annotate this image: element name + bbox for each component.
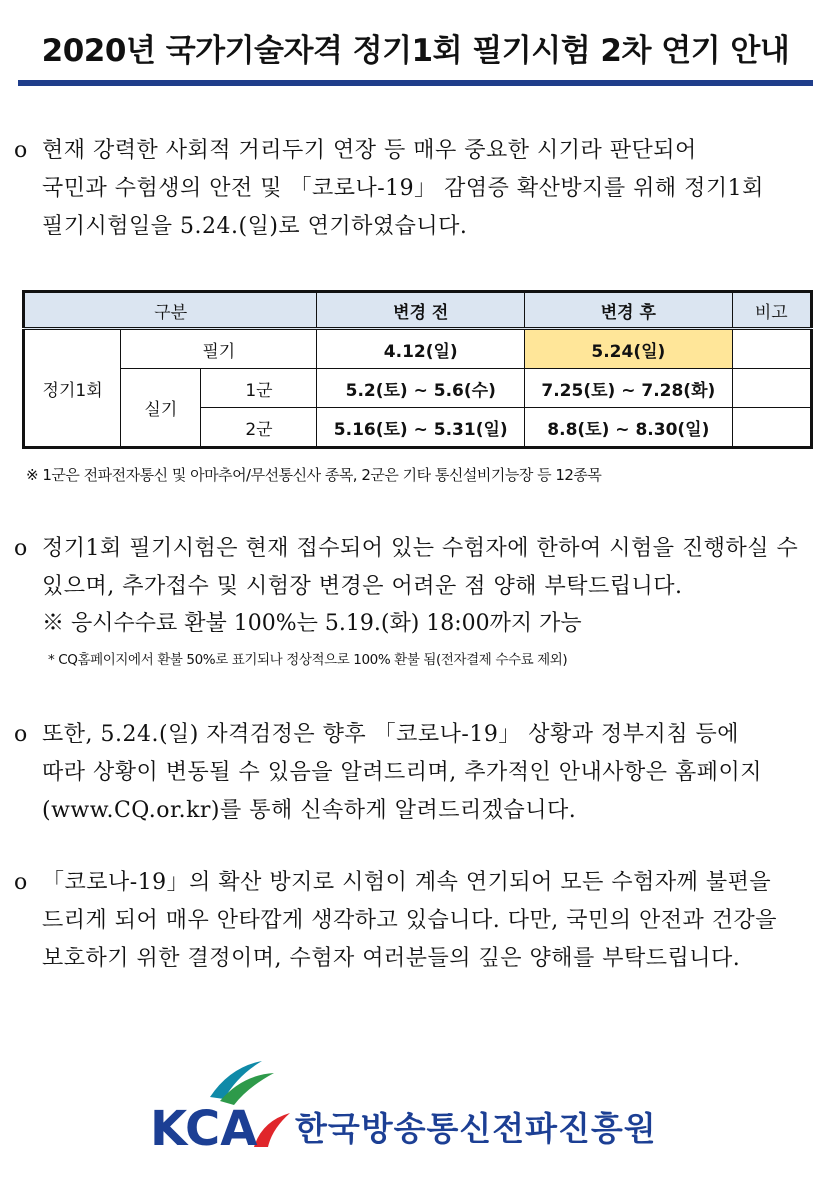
paragraph-future-notice (14, 716, 820, 830)
paragraph-line: 있으며, 추가접수 및 시험장 변경은 어려운 점 양해 부탁드립니다. (42, 574, 683, 599)
practical-group: 2군 (201, 408, 317, 448)
practical-group: 1군 (201, 369, 317, 408)
written-before: 4.12(일) (317, 329, 525, 369)
paragraph-line: 보호하기 위한 결정이며, 수험자 여러분들의 깊은 양해를 부탁드립니다. (42, 946, 741, 971)
practical-after: 7.25(토) ~ 7.28(화) (525, 369, 733, 408)
refund-note: ※ 응시수수료 환불 100%는 5.19.(화) 18:00까지 가능 (42, 611, 582, 636)
paragraph-line: 필기시험일을 5.24.(일)로 연기하였습니다. (42, 214, 468, 239)
kca-logo (150, 1055, 670, 1155)
practical-label: 실기 (121, 369, 201, 448)
kca-logo-mark-icon (150, 1055, 310, 1155)
title-block (18, 20, 813, 82)
paragraph-line: (www.CQ.or.kr)를 통해 신속하게 알려드리겠습니다. (42, 798, 577, 823)
paragraph-apology (14, 864, 820, 978)
practical-before: 5.16(토) ~ 5.31(일) (317, 408, 525, 448)
table-row (24, 329, 812, 369)
paragraph-line: 드리게 되어 매우 안타깝게 생각하고 있습니다. 다만, 국민의 안전과 건강을 (42, 908, 777, 933)
table-header-row (24, 292, 812, 329)
practical-after: 8.8(토) ~ 8.30(일) (525, 408, 733, 448)
header-after: 변경 후 (525, 292, 733, 329)
schedule-table (22, 290, 813, 449)
paragraph-line: 또한, 5.24.(일) 자격검정은 향후 「코로나-19」 상황과 정부지침 등에 (42, 722, 740, 747)
paragraph-line: 따라 상황이 변동될 수 있음을 알려드리며, 추가적인 안내사항은 홈페이지 (42, 760, 763, 785)
written-label: 필기 (121, 329, 317, 369)
paragraph-postponement (14, 132, 820, 246)
practical-remarks (732, 408, 811, 448)
bullet: o (14, 536, 28, 561)
bullet: o (14, 138, 28, 163)
row-group-label: 정기1회 (24, 329, 121, 448)
practical-remarks (732, 369, 811, 408)
paragraph-line: 국민과 수험생의 안전 및 「코로나-19」 감염증 확산방지를 위해 정기1회 (42, 176, 764, 201)
written-remarks (732, 329, 811, 369)
written-after: 5.24(일) (525, 329, 733, 369)
paragraph-written-exam (14, 530, 820, 606)
bullet: o (14, 870, 28, 895)
kca-logo-lettering: KCA (150, 1101, 258, 1155)
paragraph-line: 「코로나-19」의 확산 방지로 시험이 계속 연기되어 모든 수험자께 불편을 (42, 870, 772, 895)
paragraph-line: 현재 강력한 사회적 거리두기 연장 등 매우 중요한 시기라 판단되어 (42, 138, 697, 163)
header-category: 구분 (24, 292, 317, 329)
table-footnote: ※ 1군은 전파전자통신 및 아마추어/무선통신사 종목, 2군은 기타 통신설비기능장 등 12종목 (26, 466, 602, 484)
table-row (24, 369, 812, 408)
bullet: o (14, 722, 28, 747)
title-underline (18, 80, 813, 86)
header-before: 변경 전 (317, 292, 525, 329)
paragraph-line: 정기1회 필기시험은 현재 접수되어 있는 수험자에 한하여 시험을 진행하실 수 (42, 536, 799, 561)
organization-name: 한국방송통신전파진흥원 (295, 1109, 657, 1148)
refund-subnote: * CQ홈페이지에서 환불 50%로 표기되나 정상적으로 100% 환불 됨(전자결제 수수료 제외) (48, 652, 568, 668)
practical-before: 5.2(토) ~ 5.6(수) (317, 369, 525, 408)
header-remarks: 비고 (732, 292, 811, 329)
page-title: 2020년 국가기술자격 정기1회 필기시험 2차 연기 안내 (41, 33, 790, 69)
